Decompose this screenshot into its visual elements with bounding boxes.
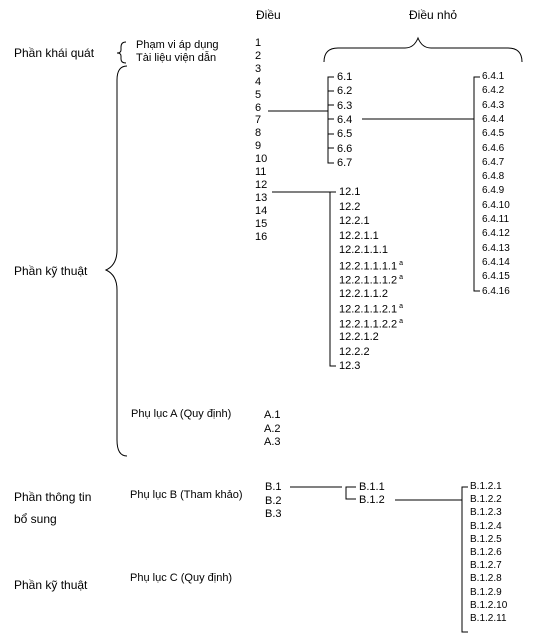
section-khai-quat: Phần khái quát xyxy=(14,46,95,60)
annex-b-item: B.1 xyxy=(265,481,282,493)
annex-b12-item: B.1.2.1 xyxy=(470,481,502,492)
clause-number: 7 xyxy=(255,114,262,127)
footnote-mark: a xyxy=(399,259,404,267)
clause-number: 15 xyxy=(255,217,268,230)
header-dieu: Điều xyxy=(256,8,281,22)
clause-12-label: 12.1 xyxy=(339,186,361,198)
clause-6-4-item: 6.4.3 xyxy=(482,99,505,111)
clause-12-item xyxy=(339,245,388,256)
annex-b12-item: B.1.2.7 xyxy=(470,560,502,572)
clause-6-4-item: 6.4.12 xyxy=(482,228,510,240)
clause-6-4-item: 6.4.6 xyxy=(482,142,505,154)
annex-b-item: B.3 xyxy=(265,508,282,520)
clause-number: 2 xyxy=(255,49,262,62)
clause-12-item xyxy=(339,361,360,372)
annex-b-item: B.2 xyxy=(265,494,282,507)
clause-12-item xyxy=(339,202,360,213)
annex-a-item: A.1 xyxy=(264,409,281,421)
footnote-mark: a xyxy=(399,303,404,310)
clause-6-4-item: 6.4.7 xyxy=(482,156,505,168)
annex-b12-item: B.1.2.2 xyxy=(470,494,502,506)
clause-number: 12 xyxy=(255,178,268,191)
clause-12-label: 12.2.2 xyxy=(339,345,370,358)
bracket-b1 xyxy=(346,487,356,499)
section-thong-tin-line1: Phần thông tin xyxy=(14,490,92,504)
clause-12-label: 12.2 xyxy=(339,200,361,213)
bracket-6-4 xyxy=(474,77,480,291)
clause-number: 1 xyxy=(255,37,262,49)
annex-a-item: A.2 xyxy=(264,422,281,435)
clause-12-item xyxy=(339,260,403,273)
clause-12-item xyxy=(339,318,403,331)
section-thong-tin-line2: bổ sung xyxy=(14,512,57,526)
bracket-b12 xyxy=(462,487,468,632)
clause-12-label: 12.2.1.1.1.2 xyxy=(339,274,398,287)
clause-12-label: 12.2.1.1.2 xyxy=(339,287,388,300)
label-tai-lieu: Tài liệu viện dẫn xyxy=(136,52,217,64)
clause-12-item xyxy=(339,216,370,227)
label-phu-luc-a: Phụ lục A (Quy định) xyxy=(131,408,232,420)
clause-12-label: 12.2.1.1.1.1 xyxy=(339,260,398,273)
annex-b12-item: B.1.2.4 xyxy=(470,520,502,532)
clause-12-item xyxy=(339,231,379,242)
clause-6-4-item: 6.4.4 xyxy=(482,113,505,125)
label-phu-luc-c: Phụ lục C (Quy định) xyxy=(130,572,233,584)
clause-12-label: 12.3 xyxy=(339,360,361,372)
annex-b12-item: B.1.2.6 xyxy=(470,547,502,558)
annex-b12-item: B.1.2.9 xyxy=(470,586,502,598)
clause-6-item: 6.2 xyxy=(337,85,353,98)
clause-12-item xyxy=(339,187,360,198)
section-ky-thuat: Phần kỹ thuật xyxy=(14,264,88,278)
clause-number: 3 xyxy=(255,62,262,75)
clause-6-4-item: 6.4.2 xyxy=(482,85,505,97)
clause-number: 9 xyxy=(255,140,262,153)
clause-number: 5 xyxy=(255,88,262,101)
clause-12-item xyxy=(339,332,379,343)
footnote-mark: a xyxy=(399,317,404,325)
clause-12-label: 12.2.1.1 xyxy=(339,229,379,242)
clause-6-4-item: 6.4.15 xyxy=(482,271,510,283)
clause-number: 14 xyxy=(255,204,268,217)
label-pham-vi: Phạm vi áp dụng xyxy=(136,39,219,51)
clause-6-4-item: 6.4.13 xyxy=(482,242,510,254)
clause-6-4-item: 6.4.9 xyxy=(482,185,505,197)
clause-6-item: 6.1 xyxy=(337,71,353,83)
clause-6-item: 6.6 xyxy=(337,142,353,155)
clause-6-4-item: 6.4.5 xyxy=(482,128,505,140)
clause-12-item xyxy=(339,347,370,358)
clause-12-label: 12.2.1.2 xyxy=(339,331,379,343)
clause-12-item xyxy=(339,289,388,300)
clause-6-item: 6.5 xyxy=(337,128,353,141)
annex-b1-item: B.1.2 xyxy=(359,494,385,506)
header-dieu-nho: Điều nhỏ xyxy=(409,8,458,22)
annex-b12-item: B.1.2.11 xyxy=(470,613,507,624)
clause-6-4-item: 6.4.14 xyxy=(482,256,510,268)
clause-12-item xyxy=(339,274,403,287)
bracket-12 xyxy=(330,192,336,366)
annex-b12-item: B.1.2.8 xyxy=(470,573,502,585)
annex-a-item: A.3 xyxy=(264,436,281,448)
clause-6-item: 6.4 xyxy=(337,113,353,126)
section-ky-thuat-2: Phần kỹ thuật xyxy=(14,578,88,592)
top-brace xyxy=(324,38,522,62)
clause-6-4-item: 6.4.10 xyxy=(482,199,510,211)
clause-6-item: 6.3 xyxy=(337,99,353,112)
clause-12-item xyxy=(339,303,403,316)
clause-12-label: 12.2.1 xyxy=(339,215,370,227)
clause-12-label: 12.2.1.1.2.2 xyxy=(339,318,398,331)
clause-number: 13 xyxy=(255,191,268,204)
clause-number: 6 xyxy=(255,101,262,114)
clause-number: 10 xyxy=(255,153,268,166)
annex-b1-item: B.1.1 xyxy=(359,481,385,493)
annex-b12-item: B.1.2.5 xyxy=(470,533,502,545)
clause-number: 11 xyxy=(255,166,267,178)
clause-6-4-item: 6.4.16 xyxy=(482,285,510,297)
label-phu-luc-b: Phụ lục B (Tham khảo) xyxy=(130,489,243,501)
bracket-6 xyxy=(328,77,334,163)
annex-b12-item: B.1.2.3 xyxy=(470,507,502,519)
clause-number: 16 xyxy=(255,230,268,243)
clause-12-label: 12.2.1.1.2.1 xyxy=(339,303,398,316)
ky-thuat-brace xyxy=(106,66,127,456)
clause-number: 4 xyxy=(255,75,262,88)
footnote-mark: a xyxy=(399,274,404,281)
clause-6-4-item: 6.4.1 xyxy=(482,71,505,82)
clause-6-4-item: 6.4.11 xyxy=(482,214,510,225)
clause-6-4-item: 6.4.8 xyxy=(482,171,505,183)
clause-6-item: 6.7 xyxy=(337,156,353,169)
clause-number: 8 xyxy=(255,127,262,140)
khai-quat-brace xyxy=(117,42,126,63)
annex-b12-item: B.1.2.10 xyxy=(470,599,508,611)
clause-12-label: 12.2.1.1.1 xyxy=(339,244,388,256)
